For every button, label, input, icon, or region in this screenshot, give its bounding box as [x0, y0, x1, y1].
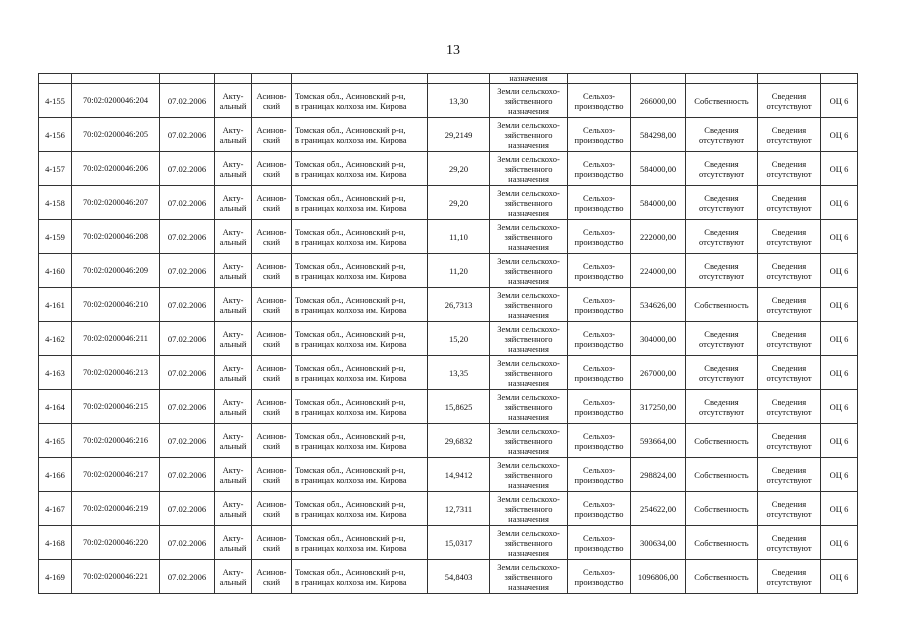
cell-permitted-use: Сельхоз- производство — [568, 356, 631, 390]
cell-cadastral-number: 70:02:0200046:208 — [72, 220, 160, 254]
cell-district: Асинов- ский — [252, 560, 292, 594]
cell-land-category: Земли сельскохо- зяйственного назначения — [490, 492, 568, 526]
cell-status: Акту- альный — [215, 356, 252, 390]
cell-registration-date: 07.02.2006 — [160, 424, 215, 458]
cell-code: ОЦ 6 — [821, 424, 858, 458]
cell-status: Акту- альный — [215, 424, 252, 458]
cell-cadastral-value: 224000,00 — [631, 254, 686, 288]
cell-registration-date: 07.02.2006 — [160, 152, 215, 186]
cell-row-number: 4-155 — [39, 84, 72, 118]
cell-code: ОЦ 6 — [821, 492, 858, 526]
cell-registration-date: 07.02.2006 — [160, 186, 215, 220]
table-row — [39, 560, 858, 594]
cell-address: Томская обл., Асиновский р-н, в границах колхоза им. Кирова — [292, 492, 428, 526]
cell-code: ОЦ 6 — [821, 356, 858, 390]
cell-registration-date: 07.02.2006 — [160, 84, 215, 118]
cell-registration-date: 07.02.2006 — [160, 356, 215, 390]
cell-code: ОЦ 6 — [821, 288, 858, 322]
cell-permitted-use: Сельхоз- производство — [568, 458, 631, 492]
table-row — [39, 254, 858, 288]
cell-row-number: 4-158 — [39, 186, 72, 220]
cell-row-number: 4-162 — [39, 322, 72, 356]
cell-address: Томская обл., Асиновский р-н, в границах колхоза им. Кирова — [292, 458, 428, 492]
table-row — [39, 424, 858, 458]
cell-area: 29,20 — [428, 186, 490, 220]
cell-address: Томская обл., Асиновский р-н, в границах колхоза им. Кирова — [292, 118, 428, 152]
cell-cadastral-number: 70:02:0200046:211 — [72, 322, 160, 356]
cell-district: Асинов- ский — [252, 152, 292, 186]
cell-registration-date: 07.02.2006 — [160, 322, 215, 356]
cell-status: Акту- альный — [215, 288, 252, 322]
cell-permitted-use: Сельхоз- производство — [568, 492, 631, 526]
cell-cadastral-number: 70:02:0200046:220 — [72, 526, 160, 560]
cell-registration-date: 07.02.2006 — [160, 118, 215, 152]
cell-permitted-use: Сельхоз- производство — [568, 560, 631, 594]
cell-owner-info: Сведения отсутствуют — [758, 560, 821, 594]
cell-land-category: Земли сельскохо- зяйственного назначения — [490, 458, 568, 492]
cell-empty — [568, 74, 631, 84]
cell-permitted-use: Сельхоз- производство — [568, 424, 631, 458]
cell-empty — [252, 74, 292, 84]
cell-cadastral-number: 70:02:0200046:213 — [72, 356, 160, 390]
cell-empty — [758, 74, 821, 84]
cell-registration-date: 07.02.2006 — [160, 254, 215, 288]
cell-address: Томская обл., Асиновский р-н, в границах колхоза им. Кирова — [292, 288, 428, 322]
cell-code: ОЦ 6 — [821, 390, 858, 424]
cell-owner-info: Сведения отсутствуют — [758, 152, 821, 186]
cell-cadastral-number: 70:02:0200046:205 — [72, 118, 160, 152]
cell-owner-info: Сведения отсутствуют — [758, 220, 821, 254]
cell-cadastral-value: 584000,00 — [631, 186, 686, 220]
cell-code: ОЦ 6 — [821, 118, 858, 152]
cell-address: Томская обл., Асиновский р-н, в границах колхоза им. Кирова — [292, 84, 428, 118]
cell-right-type: Собственность — [686, 84, 758, 118]
cell-right-type: Сведения отсутствуют — [686, 152, 758, 186]
cell-district: Асинов- ский — [252, 84, 292, 118]
cell-land-category: Земли сельскохо- зяйственного назначения — [490, 152, 568, 186]
table-row — [39, 390, 858, 424]
cell-land-category: Земли сельскохо- зяйственного назначения — [490, 84, 568, 118]
cell-cadastral-value: 584298,00 — [631, 118, 686, 152]
cell-permitted-use: Сельхоз- производство — [568, 118, 631, 152]
cell-code: ОЦ 6 — [821, 560, 858, 594]
cell-row-number: 4-169 — [39, 560, 72, 594]
cell-address: Томская обл., Асиновский р-н, в границах колхоза им. Кирова — [292, 322, 428, 356]
cell-registration-date: 07.02.2006 — [160, 458, 215, 492]
cell-owner-info: Сведения отсутствуют — [758, 356, 821, 390]
cell-address: Томская обл., Асиновский р-н, в границах колхоза им. Кирова — [292, 152, 428, 186]
table-row — [39, 186, 858, 220]
cell-empty — [821, 74, 858, 84]
cell-empty — [631, 74, 686, 84]
cell-right-type: Собственность — [686, 458, 758, 492]
cell-status: Акту- альный — [215, 220, 252, 254]
cell-cadastral-value: 534626,00 — [631, 288, 686, 322]
cell-cadastral-value: 584000,00 — [631, 152, 686, 186]
cell-cadastral-value: 317250,00 — [631, 390, 686, 424]
cell-status: Акту- альный — [215, 526, 252, 560]
cell-row-number: 4-157 — [39, 152, 72, 186]
cell-code: ОЦ 6 — [821, 322, 858, 356]
cell-land-category: Земли сельскохо- зяйственного назначения — [490, 288, 568, 322]
cell-district: Асинов- ский — [252, 458, 292, 492]
cell-cadastral-number: 70:02:0200046:210 — [72, 288, 160, 322]
cell-empty — [292, 74, 428, 84]
cell-area: 29,20 — [428, 152, 490, 186]
cell-right-type: Собственность — [686, 526, 758, 560]
cell-land-category: Земли сельскохо- зяйственного назначения — [490, 356, 568, 390]
table-row — [39, 152, 858, 186]
cell-registration-date: 07.02.2006 — [160, 492, 215, 526]
cell-registration-date: 07.02.2006 — [160, 390, 215, 424]
cell-area: 54,8403 — [428, 560, 490, 594]
cell-district: Асинов- ский — [252, 390, 292, 424]
cell-owner-info: Сведения отсутствуют — [758, 186, 821, 220]
cell-cadastral-value: 222000,00 — [631, 220, 686, 254]
cell-owner-info: Сведения отсутствуют — [758, 322, 821, 356]
cell-cadastral-value: 298824,00 — [631, 458, 686, 492]
cell-code: ОЦ 6 — [821, 526, 858, 560]
cell-area: 15,0317 — [428, 526, 490, 560]
cell-area: 11,10 — [428, 220, 490, 254]
cell-cadastral-value: 300634,00 — [631, 526, 686, 560]
cell-right-type: Сведения отсутствуют — [686, 186, 758, 220]
cell-district: Асинов- ский — [252, 322, 292, 356]
cell-empty — [72, 74, 160, 84]
cell-row-number: 4-168 — [39, 526, 72, 560]
cell-code: ОЦ 6 — [821, 254, 858, 288]
cell-cadastral-value: 304000,00 — [631, 322, 686, 356]
cell-permitted-use: Сельхоз- производство — [568, 186, 631, 220]
table-row — [39, 492, 858, 526]
cell-status: Акту- альный — [215, 560, 252, 594]
cell-address: Томская обл., Асиновский р-н, в границах колхоза им. Кирова — [292, 560, 428, 594]
cell-status: Акту- альный — [215, 390, 252, 424]
cell-land-category: Земли сельскохо- зяйственного назначения — [490, 424, 568, 458]
cell-address: Томская обл., Асиновский р-н, в границах колхоза им. Кирова — [292, 186, 428, 220]
cell-permitted-use: Сельхоз- производство — [568, 254, 631, 288]
cell-status: Акту- альный — [215, 152, 252, 186]
cell-permitted-use: Сельхоз- производство — [568, 84, 631, 118]
table-row — [39, 288, 858, 322]
cell-registration-date: 07.02.2006 — [160, 526, 215, 560]
cell-status: Акту- альный — [215, 84, 252, 118]
cell-right-type: Сведения отсутствуют — [686, 390, 758, 424]
cell-permitted-use: Сельхоз- производство — [568, 288, 631, 322]
cell-area: 13,30 — [428, 84, 490, 118]
cell-cadastral-value: 254622,00 — [631, 492, 686, 526]
cell-right-type: Собственность — [686, 288, 758, 322]
table-row — [39, 458, 858, 492]
cell-district: Асинов- ский — [252, 186, 292, 220]
cell-area: 14,9412 — [428, 458, 490, 492]
cell-area: 13,35 — [428, 356, 490, 390]
table-row — [39, 322, 858, 356]
cell-row-number: 4-163 — [39, 356, 72, 390]
cell-land-category: Земли сельскохо- зяйственного назначения — [490, 390, 568, 424]
cell-district: Асинов- ский — [252, 356, 292, 390]
cell-empty — [215, 74, 252, 84]
table-row — [39, 356, 858, 390]
cell-area: 29,6832 — [428, 424, 490, 458]
cell-code: ОЦ 6 — [821, 220, 858, 254]
cell-status: Акту- альный — [215, 322, 252, 356]
cell-address: Томская обл., Асиновский р-н, в границах колхоза им. Кирова — [292, 254, 428, 288]
cell-address: Томская обл., Асиновский р-н, в границах колхоза им. Кирова — [292, 356, 428, 390]
cell-row-number: 4-156 — [39, 118, 72, 152]
cell-registration-date: 07.02.2006 — [160, 288, 215, 322]
cell-row-number: 4-161 — [39, 288, 72, 322]
cell-area: 12,7311 — [428, 492, 490, 526]
cell-district: Асинов- ский — [252, 118, 292, 152]
cell-empty — [686, 74, 758, 84]
cell-area: 15,20 — [428, 322, 490, 356]
cell-owner-info: Сведения отсутствуют — [758, 288, 821, 322]
cell-area: 29,2149 — [428, 118, 490, 152]
cell-area: 26,7313 — [428, 288, 490, 322]
cell-cadastral-number: 70:02:0200046:221 — [72, 560, 160, 594]
cell-empty — [39, 74, 72, 84]
cell-permitted-use: Сельхоз- производство — [568, 526, 631, 560]
cell-code: ОЦ 6 — [821, 458, 858, 492]
cell-registration-date: 07.02.2006 — [160, 220, 215, 254]
cell-address: Томская обл., Асиновский р-н, в границах колхоза им. Кирова — [292, 526, 428, 560]
cell-right-type: Собственность — [686, 492, 758, 526]
cell-land-category: Земли сельскохо- зяйственного назначения — [490, 220, 568, 254]
cell-land-category: Земли сельскохо- зяйственного назначения — [490, 254, 568, 288]
cell-area: 11,20 — [428, 254, 490, 288]
cell-permitted-use: Сельхоз- производство — [568, 220, 631, 254]
cell-cadastral-number: 70:02:0200046:206 — [72, 152, 160, 186]
cell-category-continuation: назначения — [490, 74, 568, 84]
cell-registration-date: 07.02.2006 — [160, 560, 215, 594]
cell-owner-info: Сведения отсутствуют — [758, 254, 821, 288]
cell-cadastral-number: 70:02:0200046:219 — [72, 492, 160, 526]
cell-owner-info: Сведения отсутствуют — [758, 458, 821, 492]
cell-owner-info: Сведения отсутствуют — [758, 84, 821, 118]
cell-district: Асинов- ский — [252, 526, 292, 560]
cell-status: Акту- альный — [215, 254, 252, 288]
cell-right-type: Собственность — [686, 560, 758, 594]
cell-cadastral-value: 267000,00 — [631, 356, 686, 390]
cell-district: Асинов- ский — [252, 220, 292, 254]
cell-address: Томская обл., Асиновский р-н, в границах колхоза им. Кирова — [292, 220, 428, 254]
cell-code: ОЦ 6 — [821, 186, 858, 220]
cell-code: ОЦ 6 — [821, 84, 858, 118]
cell-land-category: Земли сельскохо- зяйственного назначения — [490, 118, 568, 152]
cell-row-number: 4-164 — [39, 390, 72, 424]
cell-permitted-use: Сельхоз- производство — [568, 322, 631, 356]
cell-district: Асинов- ский — [252, 288, 292, 322]
cell-status: Акту- альный — [215, 458, 252, 492]
cell-land-category: Земли сельскохо- зяйственного назначения — [490, 322, 568, 356]
cell-right-type: Сведения отсутствуют — [686, 254, 758, 288]
cell-right-type: Сведения отсутствуют — [686, 118, 758, 152]
cell-status: Акту- альный — [215, 118, 252, 152]
cell-right-type: Сведения отсутствуют — [686, 220, 758, 254]
cell-empty — [160, 74, 215, 84]
cell-cadastral-number: 70:02:0200046:217 — [72, 458, 160, 492]
cell-land-category: Земли сельскохо- зяйственного назначения — [490, 560, 568, 594]
cell-district: Асинов- ский — [252, 254, 292, 288]
continuation-row — [39, 74, 858, 84]
cell-address: Томская обл., Асиновский р-н, в границах колхоза им. Кирова — [292, 424, 428, 458]
cell-cadastral-number: 70:02:0200046:209 — [72, 254, 160, 288]
cell-address: Томская обл., Асиновский р-н, в границах колхоза им. Кирова — [292, 390, 428, 424]
cell-cadastral-value: 266000,00 — [631, 84, 686, 118]
cell-right-type: Сведения отсутствуют — [686, 356, 758, 390]
cell-right-type: Собственность — [686, 424, 758, 458]
cell-owner-info: Сведения отсутствуют — [758, 492, 821, 526]
cell-cadastral-value: 1096806,00 — [631, 560, 686, 594]
cell-row-number: 4-165 — [39, 424, 72, 458]
cell-row-number: 4-166 — [39, 458, 72, 492]
cell-permitted-use: Сельхоз- производство — [568, 152, 631, 186]
cell-empty — [428, 74, 490, 84]
cell-owner-info: Сведения отсутствуют — [758, 526, 821, 560]
cell-area: 15,8625 — [428, 390, 490, 424]
cell-row-number: 4-159 — [39, 220, 72, 254]
cell-owner-info: Сведения отсутствуют — [758, 390, 821, 424]
table-row — [39, 118, 858, 152]
cell-code: ОЦ 6 — [821, 152, 858, 186]
cell-land-category: Земли сельскохо- зяйственного назначения — [490, 526, 568, 560]
cell-cadastral-number: 70:02:0200046:216 — [72, 424, 160, 458]
table-row — [39, 84, 858, 118]
cell-status: Акту- альный — [215, 186, 252, 220]
table-row — [39, 220, 858, 254]
cell-land-category: Земли сельскохо- зяйственного назначения — [490, 186, 568, 220]
land-registry-table — [38, 73, 858, 594]
table-row — [39, 526, 858, 560]
cell-cadastral-value: 593664,00 — [631, 424, 686, 458]
cell-cadastral-number: 70:02:0200046:215 — [72, 390, 160, 424]
page-number: 13 — [446, 43, 460, 58]
cell-right-type: Сведения отсутствуют — [686, 322, 758, 356]
cell-cadastral-number: 70:02:0200046:204 — [72, 84, 160, 118]
cell-status: Акту- альный — [215, 492, 252, 526]
cell-permitted-use: Сельхоз- производство — [568, 390, 631, 424]
cell-owner-info: Сведения отсутствуют — [758, 424, 821, 458]
cell-row-number: 4-160 — [39, 254, 72, 288]
cell-district: Асинов- ский — [252, 424, 292, 458]
cell-row-number: 4-167 — [39, 492, 72, 526]
cell-cadastral-number: 70:02:0200046:207 — [72, 186, 160, 220]
cell-owner-info: Сведения отсутствуют — [758, 118, 821, 152]
cell-district: Асинов- ский — [252, 492, 292, 526]
